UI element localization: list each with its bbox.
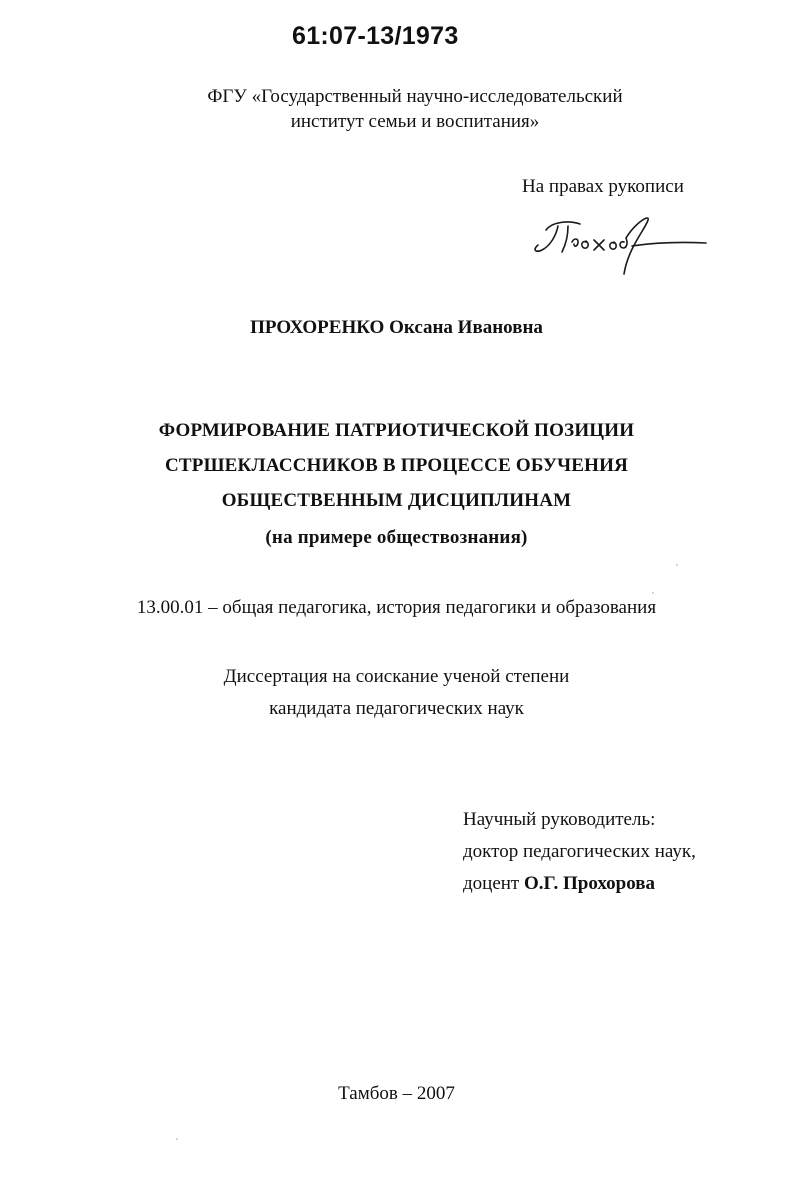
advisor-rank: доцент <box>463 873 520 894</box>
place-and-year: Тамбов – 2007 <box>338 1083 455 1104</box>
author-name: ПРОХОРЕНКО Оксана Ивановна <box>250 317 543 338</box>
signature-drawing <box>528 212 713 287</box>
thesis-title-line-1: ФОРМИРОВАНИЕ ПАТРИОТИЧЕСКОЙ ПОЗИЦИИ <box>158 420 635 441</box>
thesis-subtitle: (на примере обществознания) <box>265 527 528 548</box>
organization-line-1: ФГУ «Государственный научно-исследовательский <box>207 86 623 107</box>
degree-line-1: Диссертация на соискание ученой степени <box>223 666 570 687</box>
signature <box>528 212 713 292</box>
scan-speck <box>676 564 678 566</box>
advisor-name: О.Г. Прохорова <box>524 873 655 894</box>
organization-line-2: институт семьи и воспитания» <box>290 111 540 132</box>
advisor-label: Научный руководитель: <box>463 809 656 830</box>
degree-line-2: кандидата педагогических наук <box>269 698 524 719</box>
scientific-advisor <box>463 804 696 900</box>
scan-speck <box>652 592 654 594</box>
manuscript-rights-note: На правах рукописи <box>522 176 684 197</box>
advisor-degree: доктор педагогических наук, <box>463 841 696 862</box>
thesis-title-line-3: ОБЩЕСТВЕННЫМ ДИСЦИПЛИНАМ <box>221 490 572 511</box>
advisor-rank-name <box>463 868 696 900</box>
specialty-code: 13.00.01 – общая педагогика, история педагогики и образования <box>136 597 657 618</box>
organization-name <box>150 84 680 134</box>
catalog-number: 61:07-13/1973 <box>292 22 459 50</box>
scan-speck <box>176 1138 178 1140</box>
thesis-title-line-2: СТРШЕКЛАССНИКОВ В ПРОЦЕССЕ ОБУЧЕНИЯ <box>164 455 629 476</box>
